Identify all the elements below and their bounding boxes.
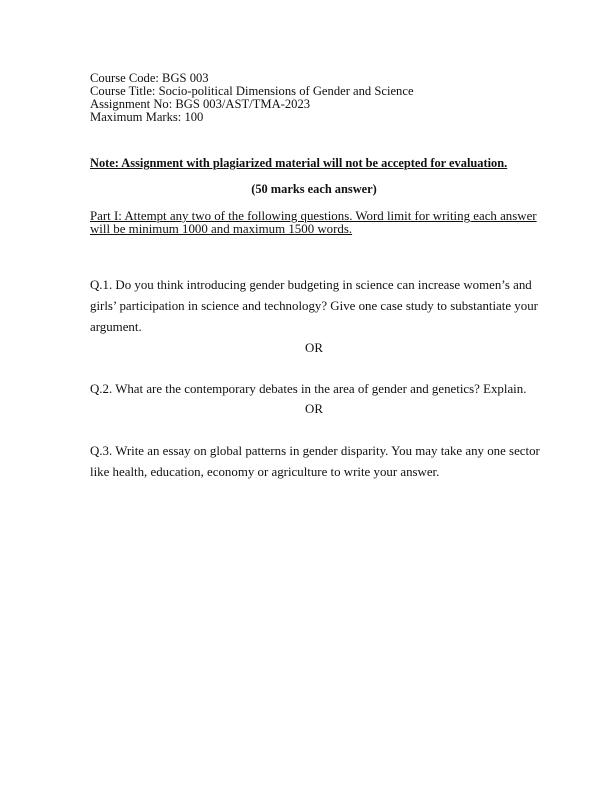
question-1-line-2: girls’ participation in science and technology? Give one case study to substantiate your: [90, 299, 538, 313]
course-code: Course Code: BGS 003: [90, 71, 209, 85]
or-separator-1: OR: [305, 341, 323, 355]
maximum-marks: Maximum Marks: 100: [90, 110, 204, 124]
course-title: Course Title: Socio-political Dimensions of Gender and Science: [90, 84, 414, 98]
question-1-line-3: argument.: [90, 320, 142, 334]
question-1-line-1: Q.1. Do you think introducing gender budgeting in science can increase women’s and: [90, 278, 532, 292]
plagiarism-note: Note: Assignment with plagiarized material will not be accepted for evaluation.: [90, 156, 508, 170]
question-3-line-1: Q.3. Write an essay on global patterns in gender disparity. You may take any one sector: [90, 444, 540, 458]
question-2-line-1: Q.2. What are the contemporary debates in the area of gender and genetics? Explain.: [90, 382, 527, 396]
marks-info: (50 marks each answer): [251, 182, 377, 196]
part-instruction-line-1: Part I: Attempt any two of the following questions. Word limit for writing each answer: [90, 209, 537, 223]
question-3-line-2: like health, education, economy or agriculture to write your answer.: [90, 465, 440, 479]
or-separator-2: OR: [305, 402, 323, 416]
assignment-number: Assignment No: BGS 003/AST/TMA-2023: [90, 97, 311, 111]
part-instruction-line-2: will be minimum 1000 and maximum 1500 words.: [90, 222, 353, 236]
